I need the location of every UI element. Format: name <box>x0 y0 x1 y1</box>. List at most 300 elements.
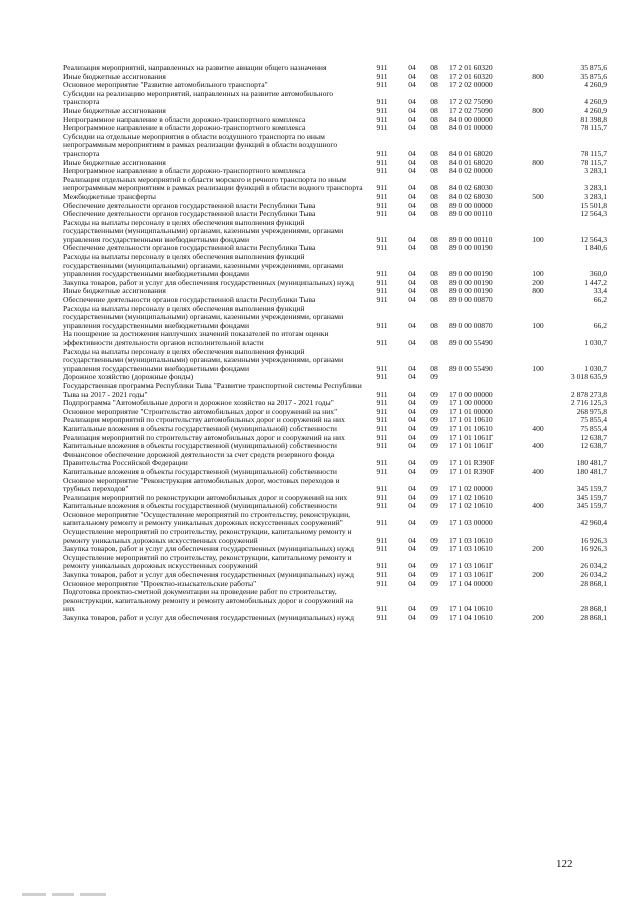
row-expense-type-code: 400 <box>532 466 544 476</box>
row-expense-type-code <box>523 528 553 545</box>
row-amount: 75 855,4 <box>580 415 607 425</box>
row-target-article-code: 84 0 02 68030 <box>449 183 493 193</box>
row-ministry-code: 911 <box>376 209 388 219</box>
row-amount: 28 868,1 <box>580 578 607 588</box>
row-name: Закупка товаров, работ и услуг для обеспечения государственных (муниципальных) нужд <box>63 544 354 554</box>
row-name: Реализация мероприятий по строительству автомобильных дорог и сооружений на них <box>63 432 345 442</box>
row-name: Капитальные вложения в объекты государственной (муниципальной) собственности <box>63 466 337 476</box>
row-target-article-code: 17 2 02 75090 <box>449 105 493 115</box>
row-section-code: 04 <box>408 209 416 219</box>
row-target-article-code: 89 0 00 00110 <box>449 234 493 244</box>
row-ministry-code: 911 <box>376 295 388 305</box>
row-section-code: 04 <box>408 604 416 614</box>
row-name: Осуществление мероприятий по строительству, реконструкции, капитальному ремонту и ремонту уникальных дорожных искусственных сооружений <box>63 552 352 571</box>
row-amount: 15 501,8 <box>580 200 607 210</box>
row-ministry-code: 911 <box>376 613 388 622</box>
row-amount: 345 159,7 <box>576 501 607 511</box>
row-subsection-code: 08 <box>430 183 438 193</box>
row-target-article-code: 17 1 01 10610 <box>449 423 493 433</box>
table-row <box>63 477 607 494</box>
row-expense-type-code: 200 <box>532 277 544 287</box>
row-expense-type-code: 100 <box>532 234 544 244</box>
row-ministry-code: 911 <box>376 389 388 399</box>
row-target-article-code: 89 0 00 00190 <box>449 243 493 253</box>
row-target-article-code: 17 1 00 00000 <box>449 398 493 408</box>
row-subsection-code: 08 <box>430 295 438 305</box>
row-amount: 4 260,9 <box>584 105 607 115</box>
row-expense-type-code <box>523 124 553 133</box>
row-amount: 3 283,1 <box>584 191 607 201</box>
row-expense-type-code <box>523 511 553 528</box>
row-amount: 2 716 125,3 <box>570 398 607 408</box>
row-section-code: 04 <box>408 295 416 305</box>
row-name: Основное мероприятие "Реконструкция автомобильных дорог, мостовых переходов и трубных переходов" <box>63 475 340 494</box>
row-amount: 180 481,7 <box>576 458 607 468</box>
row-ministry-code: 911 <box>376 484 388 494</box>
row-ministry-code: 911 <box>376 148 388 158</box>
row-section-code: 04 <box>408 458 416 468</box>
row-section-code: 04 <box>408 63 416 72</box>
row-subsection-code: 09 <box>430 406 438 416</box>
row-name: Капитальные вложения в объекты государственной (муниципальной) собственности <box>63 501 337 511</box>
table-row <box>63 305 607 331</box>
row-name: Государственная программа Республики Тыва "Развитие транспортной системы Республики Тыва на 2017 - 2021 годы" <box>63 380 362 399</box>
row-section-code: 04 <box>408 80 416 90</box>
row-target-article-code: 17 1 03 10610 <box>449 544 493 554</box>
row-section-code: 04 <box>408 372 416 382</box>
row-name: Расходы на выплаты персоналу в целях обеспечения выполнения функций государственными (муниципальными) органами, казенными учреждениями, органами управления государственными внебюджетными фондами <box>63 252 344 279</box>
row-ministry-code: 911 <box>376 200 388 210</box>
table-row <box>63 554 607 571</box>
row-target-article-code: 17 1 04 10610 <box>449 604 493 614</box>
row-target-article-code: 17 1 04 10610 <box>449 613 493 622</box>
row-section-code: 04 <box>408 105 416 115</box>
row-expense-type-code <box>523 330 553 347</box>
row-name: Подготовка проектно-сметной документации на проведение работ по строительству, реконструкции, капитальному ремонту и ремонту автомобильных дорог и сооружений на них <box>63 587 353 614</box>
row-expense-type-code <box>523 477 553 494</box>
row-subsection-code: 08 <box>430 243 438 253</box>
row-subsection-code: 08 <box>430 320 438 330</box>
row-subsection-code: 09 <box>430 432 438 442</box>
row-section-code: 04 <box>408 277 416 287</box>
row-ministry-code: 911 <box>376 561 388 571</box>
row-target-article-code: 17 1 02 00000 <box>449 484 493 494</box>
row-subsection-code: 08 <box>430 338 438 347</box>
row-ministry-code: 911 <box>376 191 388 201</box>
row-section-code: 04 <box>408 423 416 433</box>
scan-artifact <box>80 893 106 896</box>
row-subsection-code: 09 <box>430 613 438 622</box>
row-amount: 78 115,7 <box>580 148 607 158</box>
row-expense-type-code <box>523 167 553 176</box>
row-amount: 35 875,6 <box>580 63 607 72</box>
row-section-code: 04 <box>408 200 416 210</box>
row-target-article-code: 89 0 00 00870 <box>449 320 493 330</box>
row-section-code: 04 <box>408 191 416 201</box>
table-row <box>63 90 607 107</box>
row-ministry-code: 911 <box>376 166 388 176</box>
row-amount: 3 283,1 <box>584 166 607 176</box>
row-target-article-code: 17 1 04 00000 <box>449 578 493 588</box>
row-target-article-code: 84 0 00 00000 <box>449 114 493 124</box>
row-expense-type-code <box>523 210 553 219</box>
row-subsection-code: 09 <box>430 466 438 476</box>
row-ministry-code: 911 <box>376 105 388 115</box>
row-expense-type-code <box>523 382 553 399</box>
row-name: Подпрограмма "Автомобильные дороги и дорожное хозяйство на 2017 - 2021 годы" <box>63 398 334 408</box>
row-section-code: 04 <box>408 148 416 158</box>
row-target-article-code: 84 0 01 68020 <box>449 157 493 167</box>
row-target-article-code: 89 0 00 00190 <box>449 269 493 279</box>
row-ministry-code: 911 <box>376 535 388 545</box>
row-name: Основное мероприятие "Проектно-изыскательские работы" <box>63 578 257 588</box>
row-subsection-code: 08 <box>430 157 438 167</box>
row-amount: 345 159,7 <box>576 484 607 494</box>
row-ministry-code: 911 <box>376 71 388 81</box>
table-row <box>63 348 607 374</box>
row-ministry-code: 911 <box>376 320 388 330</box>
row-section-code: 04 <box>408 320 416 330</box>
row-subsection-code: 09 <box>430 535 438 545</box>
row-expense-type-code <box>523 81 553 90</box>
row-section-code: 04 <box>408 166 416 176</box>
row-name: На поощрение за достижения наилучших значений показателей по итогам оценки эффективности деятельности органов исполнительной власти <box>63 329 329 347</box>
row-ministry-code: 911 <box>376 243 388 253</box>
row-ministry-code: 911 <box>376 398 388 408</box>
row-expense-type-code <box>523 373 553 382</box>
row-subsection-code: 08 <box>430 363 438 373</box>
row-section-code: 04 <box>408 363 416 373</box>
table-row <box>63 588 607 614</box>
row-amount: 12 564,3 <box>580 209 607 219</box>
row-name: Основное мероприятие "Осуществление мероприятий по строительству, реконструкции, капитальному ремонту и ремонту уникальных дорожных искусственных сооружений" <box>63 509 351 528</box>
row-subsection-code: 09 <box>430 604 438 614</box>
row-ministry-code: 911 <box>376 234 388 244</box>
table-row <box>63 451 607 468</box>
row-amount: 26 034,2 <box>580 570 607 580</box>
row-section-code: 04 <box>408 501 416 511</box>
row-target-article-code: 17 1 01 1061Г <box>449 441 494 451</box>
budget-table-body <box>63 64 607 623</box>
row-target-article-code: 84 0 01 00000 <box>449 123 493 133</box>
row-target-article-code: 17 1 01 R390F <box>449 458 495 468</box>
row-name: Непрограммное направление в области дорожно-транспортного комплекса <box>63 166 306 176</box>
row-amount: 28 868,1 <box>580 613 607 622</box>
row-section-code: 04 <box>408 243 416 253</box>
table-row <box>63 511 607 528</box>
row-amount: 78 115,7 <box>580 157 607 167</box>
row-amount: 12 638,7 <box>580 432 607 442</box>
table-row <box>63 176 607 193</box>
row-subsection-code: 08 <box>430 209 438 219</box>
row-subsection-code: 08 <box>430 105 438 115</box>
row-ministry-code: 911 <box>376 458 388 468</box>
row-subsection-code: 08 <box>430 114 438 124</box>
row-subsection-code: 08 <box>430 148 438 158</box>
row-section-code: 04 <box>408 389 416 399</box>
row-amount: 1 030,7 <box>584 363 607 373</box>
row-target-article-code: 84 0 02 68030 <box>449 191 493 201</box>
row-name: Осуществление мероприятий по строительству, реконструкции, капитальному ремонту и ремонту уникальных дорожных искусственных сооружений <box>63 527 352 545</box>
row-amount: 12 638,7 <box>580 441 607 451</box>
row-target-article-code: 17 1 03 10610 <box>449 535 493 545</box>
row-expense-type-code <box>523 588 553 614</box>
row-expense-type-code: 400 <box>532 423 544 433</box>
row-ministry-code: 911 <box>376 338 388 347</box>
row-amount: 4 260,9 <box>584 80 607 90</box>
row-expense-type-code: 200 <box>532 544 544 554</box>
row-section-code: 04 <box>408 123 416 133</box>
row-expense-type-code: 200 <box>532 613 544 622</box>
row-subsection-code: 09 <box>430 492 438 502</box>
row-ministry-code: 911 <box>376 406 388 416</box>
row-subsection-code: 08 <box>430 277 438 287</box>
row-target-article-code: 84 0 01 68020 <box>449 148 493 158</box>
row-ministry-code: 911 <box>376 286 388 296</box>
row-amount: 66,2 <box>593 320 607 330</box>
row-expense-type-code <box>523 176 553 193</box>
row-name: Расходы на выплаты персоналу в целях обеспечения выполнения функций государственными (муниципальными) органами, казенными учреждениями, органами управления государственными внебюджетными фондами <box>63 303 344 330</box>
row-expense-type-code <box>523 451 553 468</box>
row-amount: 78 115,7 <box>580 123 607 133</box>
row-target-article-code: 89 0 00 00190 <box>449 277 493 287</box>
row-target-article-code: 17 2 01 60320 <box>449 71 493 81</box>
row-ministry-code: 911 <box>376 423 388 433</box>
row-section-code: 04 <box>408 286 416 296</box>
row-ministry-code: 911 <box>376 63 388 72</box>
row-amount: 3 018 635,9 <box>570 372 607 382</box>
row-amount: 26 034,2 <box>580 561 607 571</box>
row-ministry-code: 911 <box>376 269 388 279</box>
row-ministry-code: 911 <box>376 441 388 451</box>
row-expense-type-code <box>523 133 553 159</box>
row-expense-type-code <box>523 399 553 408</box>
row-name: Расходы на выплаты персоналу в целях обеспечения выполнения функций государственными (муниципальными) органами, казенными учреждениями, органами управления государственными внебюджетными фондами <box>63 217 344 244</box>
row-name: Закупка товаров, работ и услуг для обеспечения государственных (муниципальных) нужд <box>63 613 354 622</box>
row-ministry-code: 911 <box>376 544 388 554</box>
row-name: Обеспечение деятельности органов государственной власти Республики Тыва <box>63 295 316 305</box>
table-row <box>63 219 607 245</box>
row-subsection-code: 08 <box>430 80 438 90</box>
row-target-article-code: 17 1 02 10610 <box>449 492 493 502</box>
row-section-code: 04 <box>408 415 416 425</box>
row-target-article-code: 89 0 00 00110 <box>449 209 493 219</box>
row-subsection-code: 08 <box>430 286 438 296</box>
row-target-article-code: 17 1 01 1061Г <box>449 432 494 442</box>
row-subsection-code: 08 <box>430 234 438 244</box>
row-name: Межбюджетные трансферты <box>63 191 156 201</box>
row-section-code: 04 <box>408 492 416 502</box>
row-ministry-code: 911 <box>376 363 388 373</box>
row-ministry-code: 911 <box>376 183 388 193</box>
row-target-article-code: 89 0 00 55490 <box>449 363 493 373</box>
row-name: Обеспечение деятельности органов государственной власти Республики Тыва <box>63 200 316 210</box>
row-name: Иные бюджетные ассигнования <box>63 71 166 81</box>
row-name: Реализация мероприятий, направленных на развитие авиации общего назначения <box>63 63 327 72</box>
row-expense-type-code: 100 <box>532 320 544 330</box>
row-target-article-code: 17 2 02 75090 <box>449 97 493 107</box>
row-section-code: 04 <box>408 157 416 167</box>
row-name: Закупка товаров, работ и услуг для обеспечения государственных (муниципальных) нужд <box>63 277 354 287</box>
row-target-article-code: 89 0 00 55490 <box>449 338 493 347</box>
row-target-article-code: 17 1 03 1061Г <box>449 570 494 580</box>
row-target-article-code: 17 1 03 00000 <box>449 518 493 528</box>
row-name: Иные бюджетные ассигнования <box>63 286 166 296</box>
row-section-code: 04 <box>408 338 416 347</box>
row-expense-type-code: 800 <box>532 105 544 115</box>
row-name: Закупка товаров, работ и услуг для обеспечения государственных (муниципальных) нужд <box>63 570 354 580</box>
row-amount: 66,2 <box>593 295 607 305</box>
row-subsection-code: 08 <box>430 123 438 133</box>
row-ministry-code: 911 <box>376 80 388 90</box>
row-amount: 345 159,7 <box>576 492 607 502</box>
scan-artifact <box>22 893 46 896</box>
row-subsection-code: 09 <box>430 561 438 571</box>
row-section-code: 04 <box>408 613 416 622</box>
row-ministry-code: 911 <box>376 97 388 107</box>
row-section-code: 04 <box>408 269 416 279</box>
scan-artifact <box>52 893 74 896</box>
row-section-code: 04 <box>408 544 416 554</box>
row-section-code: 04 <box>408 578 416 588</box>
row-amount: 1 030,7 <box>584 338 607 347</box>
row-target-article-code: 17 1 01 10610 <box>449 415 493 425</box>
row-target-article-code: 89 0 00 00190 <box>449 286 493 296</box>
row-subsection-code: 08 <box>430 191 438 201</box>
row-expense-type-code: 800 <box>532 157 544 167</box>
row-amount: 268 975,8 <box>576 406 607 416</box>
row-subsection-code: 08 <box>430 166 438 176</box>
row-subsection-code: 09 <box>430 518 438 528</box>
row-section-code: 04 <box>408 561 416 571</box>
row-section-code: 04 <box>408 535 416 545</box>
row-amount: 360,0 <box>589 269 607 279</box>
row-amount: 81 398,8 <box>580 114 607 124</box>
row-target-article-code: 17 2 01 60320 <box>449 63 493 72</box>
row-amount: 35 875,6 <box>580 71 607 81</box>
row-amount: 1 840,6 <box>584 243 607 253</box>
row-ministry-code: 911 <box>376 492 388 502</box>
row-subsection-code: 09 <box>430 423 438 433</box>
row-amount: 2 878 273,8 <box>570 389 607 399</box>
row-expense-type-code: 400 <box>532 441 544 451</box>
row-expense-type-code <box>523 408 553 417</box>
row-subsection-code: 09 <box>430 415 438 425</box>
row-name: Дорожное хозяйство (дорожные фонды) <box>63 372 194 382</box>
row-target-article-code: 17 2 02 00000 <box>449 80 493 90</box>
row-section-code: 04 <box>408 406 416 416</box>
row-name: Иные бюджетные ассигнования <box>63 105 166 115</box>
row-name: Основное мероприятие "Развитие автомобильного транспорта" <box>63 80 268 90</box>
row-subsection-code: 09 <box>430 578 438 588</box>
row-subsection-code: 08 <box>430 71 438 81</box>
row-section-code: 04 <box>408 114 416 124</box>
row-section-code: 04 <box>408 234 416 244</box>
row-ministry-code: 911 <box>376 114 388 124</box>
row-expense-type-code: 800 <box>532 71 544 81</box>
row-ministry-code: 911 <box>376 123 388 133</box>
row-subsection-code: 08 <box>430 97 438 107</box>
table-row <box>63 133 607 159</box>
row-subsection-code: 09 <box>430 372 438 382</box>
row-amount: 1 447,2 <box>584 277 607 287</box>
row-subsection-code: 09 <box>430 389 438 399</box>
row-amount: 16 926,3 <box>580 544 607 554</box>
row-ministry-code: 911 <box>376 604 388 614</box>
row-amount: 28 868,1 <box>580 604 607 614</box>
row-ministry-code: 911 <box>376 466 388 476</box>
row-subsection-code: 09 <box>430 441 438 451</box>
row-amount: 4 260,9 <box>584 97 607 107</box>
page-number: 122 <box>556 858 573 870</box>
row-section-code: 04 <box>408 441 416 451</box>
table-row <box>63 614 607 623</box>
row-expense-type-code <box>523 90 553 107</box>
row-target-article-code: 17 1 03 1061Г <box>449 561 494 571</box>
row-expense-type-code: 100 <box>532 363 544 373</box>
row-subsection-code: 09 <box>430 398 438 408</box>
row-name: Реализация мероприятий по реконструкции автомобильных дорог и сооружений на них <box>63 492 348 502</box>
row-expense-type-code: 500 <box>532 191 544 201</box>
row-target-article-code: 17 1 01 R390F <box>449 466 495 476</box>
row-name: Реализация отдельных мероприятий в области морского и речного транспорта по иным непрограммным мероприятиям в рамках реализации функций в области водного транспорта <box>63 174 363 193</box>
row-name: Реализация мероприятий по строительству автомобильных дорог и сооружений на них <box>63 415 345 425</box>
row-subsection-code: 09 <box>430 544 438 554</box>
row-amount: 3 283,1 <box>584 183 607 193</box>
row-ministry-code: 911 <box>376 372 388 382</box>
table-row <box>63 528 607 545</box>
row-subsection-code: 08 <box>430 63 438 72</box>
row-name: Непрограммное направление в области дорожно-транспортного комплекса <box>63 123 306 133</box>
row-section-code: 04 <box>408 570 416 580</box>
table-row <box>63 330 607 347</box>
row-target-article-code: 89 0 00 00870 <box>449 295 493 305</box>
row-subsection-code: 08 <box>430 200 438 210</box>
row-name: Капитальные вложения в объекты государственной (муниципальной) собственности <box>63 423 337 433</box>
row-section-code: 04 <box>408 432 416 442</box>
row-name: Финансовое обеспечение дорожной деятельности за счет средств резервного фонда Правительства Российской Федерации <box>63 449 335 468</box>
row-expense-type-code: 100 <box>532 269 544 279</box>
row-section-code: 04 <box>408 518 416 528</box>
row-section-code: 04 <box>408 466 416 476</box>
row-expense-type-code: 400 <box>532 501 544 511</box>
row-target-article-code: 84 0 02 00000 <box>449 166 493 176</box>
row-ministry-code: 911 <box>376 570 388 580</box>
row-name: Субсидии на реализацию мероприятий, направленных на развитие автомобильного транспорта <box>63 88 334 107</box>
row-section-code: 04 <box>408 71 416 81</box>
row-section-code: 04 <box>408 97 416 107</box>
row-name: Капитальные вложения в объекты государственной (муниципальной) собственности <box>63 441 337 451</box>
row-ministry-code: 911 <box>376 518 388 528</box>
row-section-code: 04 <box>408 398 416 408</box>
row-expense-type-code <box>523 116 553 125</box>
row-target-article-code: 17 1 01 00000 <box>449 406 493 416</box>
row-target-article-code: 17 0 00 00000 <box>449 389 493 399</box>
row-name: Субсидии на отдельные мероприятия в области воздушного транспорта по иным непрограммным мероприятиям в рамках реализации функций в области воздушного транспорта <box>63 131 338 158</box>
row-subsection-code: 09 <box>430 501 438 511</box>
row-ministry-code: 911 <box>376 415 388 425</box>
row-expense-type-code: 800 <box>532 286 544 296</box>
row-target-article-code: 89 0 00 00000 <box>449 200 493 210</box>
row-ministry-code: 911 <box>376 277 388 287</box>
row-name: Иные бюджетные ассигнования <box>63 157 166 167</box>
row-subsection-code: 09 <box>430 570 438 580</box>
row-section-code: 04 <box>408 484 416 494</box>
table-row <box>63 382 607 399</box>
row-expense-type-code: 200 <box>532 570 544 580</box>
row-expense-type-code <box>523 554 553 571</box>
row-target-article-code <box>445 373 523 382</box>
